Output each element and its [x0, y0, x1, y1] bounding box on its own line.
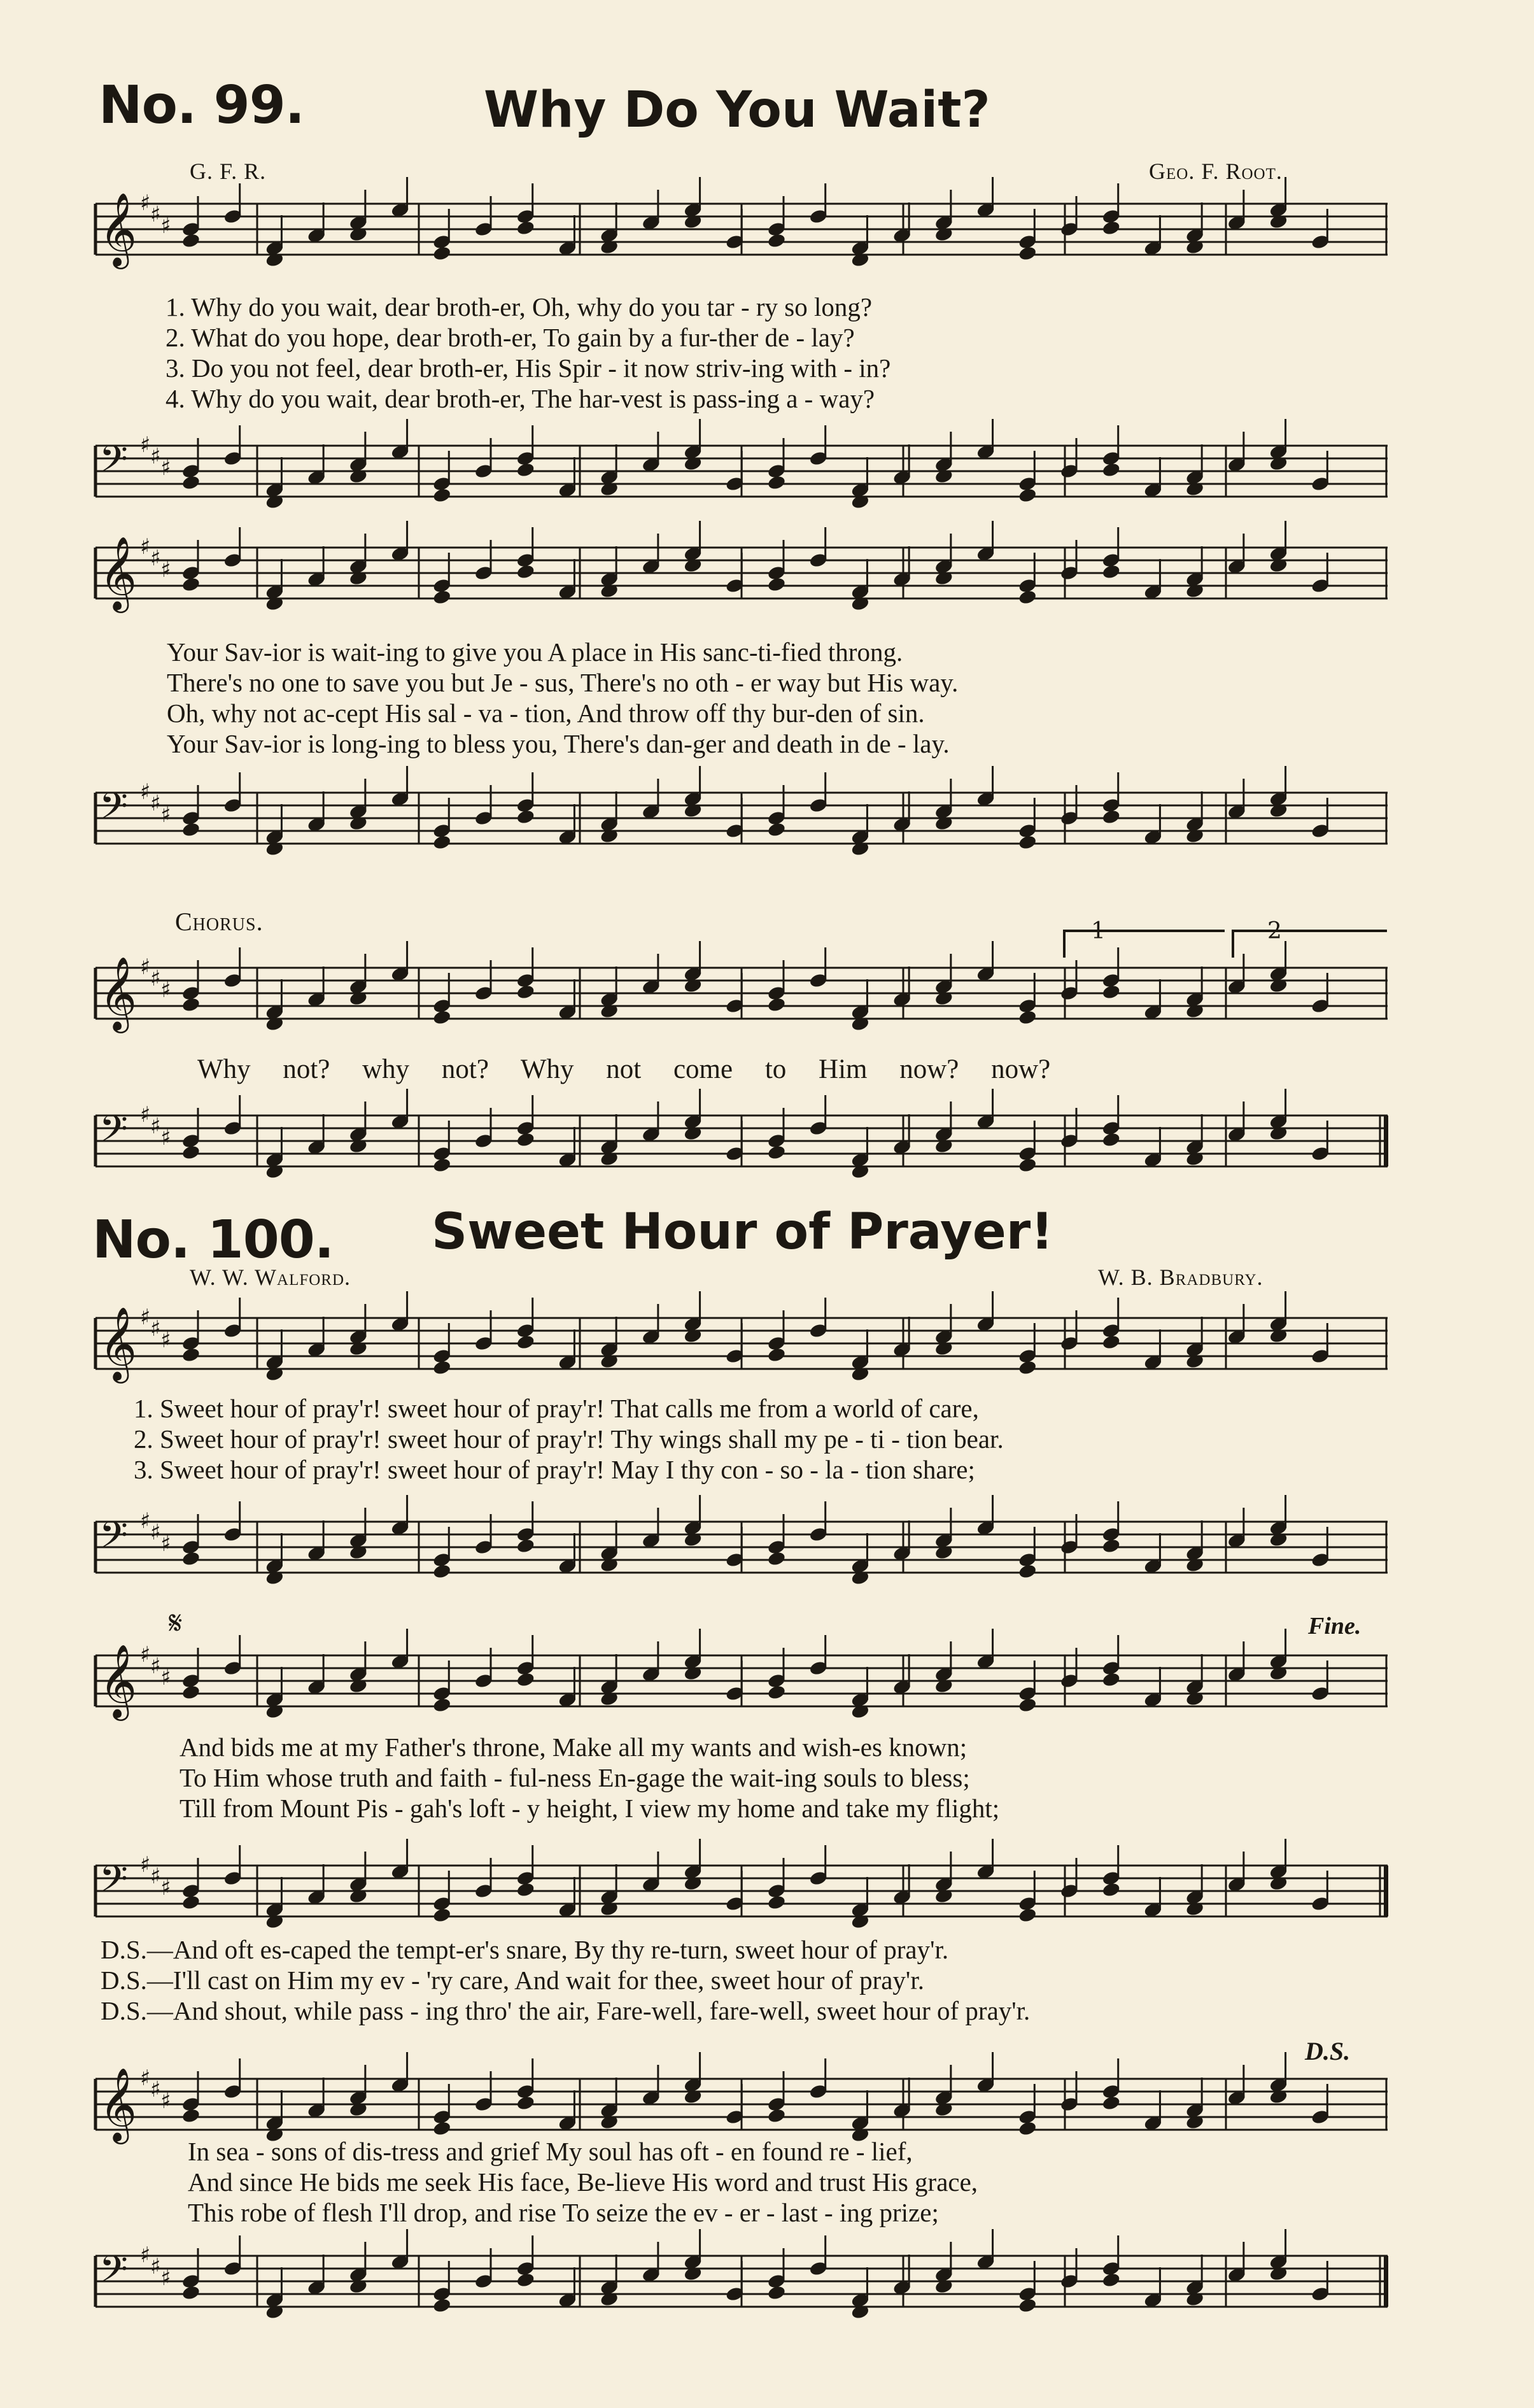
svg-text:♯: ♯	[160, 802, 171, 828]
svg-text:♯: ♯	[160, 1125, 171, 1151]
second-ending-bracket	[1232, 918, 1387, 958]
svg-text:♯: ♯	[150, 1114, 161, 1139]
lyric-block	[188, 2136, 1410, 2228]
bass-staff	[95, 2243, 1388, 2319]
treble-staff	[95, 955, 1388, 1031]
svg-text:♯: ♯	[140, 779, 151, 805]
svg-text:♯: ♯	[160, 1531, 171, 1557]
composer-credit: W. B. Bradbury.	[1098, 1264, 1263, 1290]
svg-text:♯: ♯	[160, 1328, 171, 1353]
lyric-line: To Him whose truth and faith - ful-ness En-gage the wait-ing souls to bless;	[179, 1763, 970, 1792]
treble-staff	[95, 1305, 1388, 1382]
fine-marking: Fine.	[1308, 1613, 1362, 1640]
hymn-number: No. 100.	[92, 1210, 334, 1270]
svg-text:𝄢: 𝄢	[99, 2248, 129, 2300]
svg-text:𝄢: 𝄢	[99, 437, 129, 490]
svg-text:♯: ♯	[150, 1864, 161, 1889]
svg-text:♯: ♯	[150, 791, 161, 816]
lyric-line: 1. Why do you wait, dear broth-er, Oh, why do you tar - ry so long?	[165, 292, 873, 322]
lyric-line: 1. Sweet hour of pray'r! sweet hour of pray'r! That calls me from a world of care,	[134, 1394, 979, 1423]
svg-text:𝄞: 𝄞	[99, 1643, 137, 1718]
lyric-block	[179, 1732, 1402, 1824]
svg-text:♯: ♯	[160, 455, 171, 481]
svg-text:♯: ♯	[150, 444, 161, 469]
bass-staff	[95, 433, 1388, 509]
hymn-title: Why Do You Wait?	[484, 81, 990, 139]
svg-text:♯: ♯	[140, 432, 151, 458]
svg-text:♯: ♯	[160, 213, 171, 239]
treble-staff	[95, 535, 1388, 611]
svg-text:♯: ♯	[140, 954, 151, 980]
music-system	[95, 955, 1388, 1197]
svg-text:♯: ♯	[150, 1520, 161, 1545]
segno-sign: 𝄋	[169, 1604, 183, 1641]
lyric-line: Your Sav-ior is wait-ing to give you A place in His sanc-ti-fied throng.	[167, 637, 903, 667]
treble-staff	[95, 2066, 1388, 2142]
treble-staff	[95, 1643, 1388, 1719]
svg-text:♯: ♯	[140, 1305, 151, 1330]
svg-text:♯: ♯	[140, 2065, 151, 2091]
svg-text:𝄢: 𝄢	[99, 1857, 129, 1909]
svg-text:♯: ♯	[150, 1654, 161, 1679]
lyric-line: Oh, why not ac-cept His sal - va - tion, And throw off thy bur-den of sin.	[167, 698, 925, 728]
hymn-number: No. 99.	[99, 75, 304, 136]
svg-text:♯: ♯	[140, 1508, 151, 1534]
svg-text:♯: ♯	[160, 1875, 171, 1901]
lyric-line: Why not? why not? Why not come to Him now? now?	[197, 1054, 1051, 1084]
lyric-block	[165, 292, 1388, 414]
ds-marking: D.S.	[1305, 2037, 1351, 2065]
lyric-line: D.S.—I'll cast on Him my ev - 'ry care, And wait for thee, sweet hour of pray'r.	[101, 1965, 924, 1995]
lyric-line: 3. Do you not feel, dear broth-er, His Spir - it now striv-ing with - in?	[165, 353, 891, 383]
lyric-block	[167, 637, 1389, 759]
svg-text:♯: ♯	[160, 977, 171, 1003]
lyric-line: And since He bids me seek His face, Be-lieve His word and trust His grace,	[188, 2167, 978, 2197]
svg-text:𝄞: 𝄞	[99, 1306, 137, 1380]
music-system	[95, 2066, 1388, 2397]
second-ending-number: 2	[1267, 918, 1282, 944]
first-ending-number: 1	[1091, 918, 1106, 944]
svg-text:𝄞: 𝄞	[99, 956, 137, 1030]
music-system	[95, 1643, 1388, 2101]
music-system	[95, 535, 1388, 891]
svg-text:𝄞: 𝄞	[99, 192, 137, 266]
chorus-label: Chorus.	[175, 907, 264, 936]
lyric-line: Till from Mount Pis - gah's loft - y height, I view my home and take my flight;	[179, 1794, 1000, 1823]
da-segno-lyric-block	[101, 1934, 1323, 2026]
lyricist-credit: G. F. R.	[190, 159, 267, 184]
music-system	[95, 191, 1388, 541]
bass-staff	[95, 1509, 1388, 1585]
bass-staff	[95, 780, 1388, 856]
lyric-block	[134, 1393, 1356, 1485]
svg-text:♯: ♯	[150, 546, 161, 571]
svg-text:♯: ♯	[150, 202, 161, 227]
lyric-line: In sea - sons of dis-tress and grief My soul has oft - en found re - lief,	[188, 2137, 913, 2166]
lyric-line: D.S.—And oft es-caped the tempt-er's snare, By thy re-turn, sweet hour of pray'r.	[101, 1935, 949, 1964]
lyric-line: This robe of flesh I'll drop, and rise To seize the ev - er - last - ing prize;	[188, 2198, 939, 2227]
svg-text:𝄞: 𝄞	[99, 2067, 137, 2141]
lyric-line: D.S.—And shout, while pass - ing thro' the air, Fare-well, fare-well, sweet hour of pray'r.	[101, 1996, 1031, 2025]
lyricist-credit: W. W. Walford.	[190, 1264, 351, 1290]
svg-text:♯: ♯	[160, 2265, 171, 2291]
svg-text:♯: ♯	[150, 2077, 161, 2102]
svg-text:♯: ♯	[160, 557, 171, 583]
hymn-title: Sweet Hour of Prayer!	[432, 1203, 1053, 1261]
lyric-line: And bids me at my Father's throne, Make all my wants and wish-es known;	[179, 1732, 968, 1762]
bass-staff	[95, 1853, 1388, 1929]
svg-text:𝄢: 𝄢	[99, 784, 129, 837]
svg-text:♯: ♯	[140, 2242, 151, 2268]
lyric-line: 2. Sweet hour of pray'r! sweet hour of pray'r! Thy wings shall my pe - ti - tion bear.	[134, 1424, 1004, 1454]
svg-text:♯: ♯	[140, 1102, 151, 1128]
svg-text:♯: ♯	[160, 2088, 171, 2114]
lyric-block	[197, 1054, 1419, 1085]
svg-text:♯: ♯	[160, 1665, 171, 1690]
lyric-line: There's no one to save you but Je - sus, There's no oth - er way but His way.	[167, 668, 959, 697]
svg-text:𝄢: 𝄢	[99, 1107, 129, 1159]
lyric-line: 3. Sweet hour of pray'r! sweet hour of pray'r! May I thy con - so - la - tion share;	[134, 1455, 975, 1484]
svg-text:♯: ♯	[150, 1316, 161, 1342]
svg-text:♯: ♯	[140, 1642, 151, 1668]
svg-text:♯: ♯	[140, 190, 151, 216]
lyric-line: 2. What do you hope, dear broth-er, To gain by a fur-ther de - lay?	[165, 323, 855, 352]
svg-text:♯: ♯	[150, 2254, 161, 2279]
svg-text:𝄞: 𝄞	[99, 535, 137, 610]
music-system	[95, 1305, 1388, 1636]
svg-text:♯: ♯	[140, 1852, 151, 1878]
svg-text:♯: ♯	[150, 966, 161, 991]
lyric-line: Your Sav-ior is long-ing to bless you, There's dan-ger and death in de - lay.	[167, 729, 950, 758]
bass-staff	[95, 1103, 1388, 1179]
composer-credit: Geo. F. Root.	[1149, 159, 1283, 184]
svg-text:♯: ♯	[140, 534, 151, 560]
lyric-line: 4. Why do you wait, dear broth-er, The har-vest is pass-ing a - way?	[165, 384, 875, 413]
svg-text:𝄢: 𝄢	[99, 1513, 129, 1566]
first-ending-bracket	[1063, 918, 1225, 958]
treble-staff	[95, 191, 1388, 267]
